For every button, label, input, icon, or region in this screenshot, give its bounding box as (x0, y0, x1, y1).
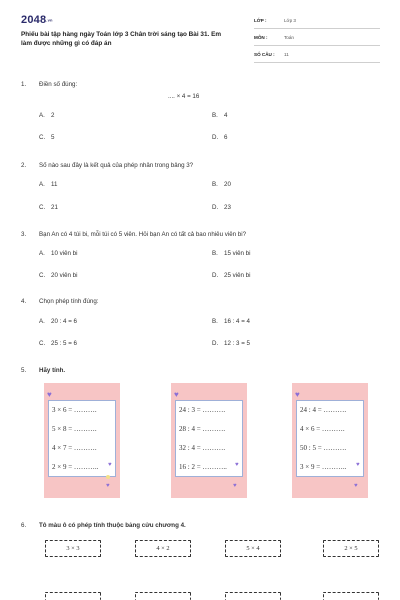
heart-icon: ♥ (354, 483, 358, 489)
card-line[interactable]: 3 × 9 = ……….. (300, 463, 347, 471)
question-number: 5. (21, 367, 27, 374)
option-letter: A. (39, 112, 45, 119)
card-line[interactable]: 4 × 6 = ………. (300, 425, 345, 433)
option-letter: C. (39, 340, 46, 347)
meta-key: LỚP : (254, 18, 267, 23)
heart-icon: ♥ (47, 390, 52, 399)
option-letter: B. (212, 250, 218, 257)
option-d[interactable] (212, 272, 251, 279)
card-line[interactable]: 4 × 7 = ………. (52, 444, 97, 452)
heart-icon: ♥ (235, 462, 239, 468)
worksheet-meta (254, 14, 380, 65)
card-line[interactable]: 24 : 3 = ………. (179, 406, 226, 414)
question-text: Điền số đúng: (39, 81, 78, 88)
option-text: 10 viên bi (51, 250, 78, 257)
option-letter: A. (39, 181, 45, 188)
option-text: 21 (51, 204, 58, 211)
card-line[interactable]: 16 : 2 = ……….. (179, 463, 227, 471)
heart-icon: ♥ (295, 390, 300, 399)
option-text: 20 : 4 = 6 (51, 318, 77, 325)
site-logo[interactable] (21, 14, 53, 26)
option-b[interactable] (212, 181, 231, 188)
option-b[interactable] (212, 250, 251, 257)
option-text: 6 (224, 134, 228, 141)
question-number: 1. (21, 81, 27, 88)
card-line[interactable]: 32 : 4 = ………. (179, 444, 226, 452)
question-number: 6. (21, 522, 27, 529)
option-letter: D. (212, 340, 219, 347)
color-box-partial[interactable] (135, 592, 191, 600)
card-inner (296, 400, 364, 477)
option-text: 23 (224, 204, 231, 211)
option-letter: C. (39, 134, 46, 141)
option-letter: A. (39, 318, 45, 325)
option-a[interactable] (39, 250, 78, 257)
color-box[interactable]: 4 × 2 (135, 540, 191, 557)
heart-icon: ♥ (233, 483, 237, 489)
option-text: 4 (224, 112, 228, 119)
card-inner (48, 400, 116, 477)
card-line[interactable]: 3 × 6 = ………. (52, 406, 97, 414)
option-c[interactable] (39, 340, 77, 347)
option-b[interactable] (212, 112, 227, 119)
exercise-card-2 (171, 383, 247, 498)
option-letter: C. (39, 204, 46, 211)
meta-row-count (254, 48, 380, 63)
question-text: Số nào sau đây là kết quả của phép nhân trong bảng 3? (39, 162, 194, 169)
card-line[interactable]: 24 : 4 = ………. (300, 406, 347, 414)
option-d[interactable] (212, 204, 231, 211)
option-text: 15 viên bi (224, 250, 251, 257)
card-inner (175, 400, 243, 477)
question-text: Bạn An có 4 túi bi, mỗi túi có 5 viên. Hỏi bạn An có tất cả bao nhiêu viên bi? (39, 231, 247, 238)
meta-key: SỐ CÂU : (254, 52, 275, 57)
option-text: 20 (224, 181, 231, 188)
meta-value: Toán (284, 35, 294, 40)
question-text: Tô màu ô có phép tính thuộc bảng cửu chương 4. (39, 522, 186, 529)
meta-value: Lớp 3 (284, 18, 296, 23)
option-letter: C. (39, 272, 46, 279)
option-text: 25 : 5 = 6 (51, 340, 77, 347)
option-text: 5 (51, 134, 55, 141)
worksheet-title: Phiếu bài tập hàng ngày Toán lớp 3 Chân trời sáng tạo Bài 31. Em làm được những gì có đáp án (21, 31, 222, 47)
meta-key: MÔN : (254, 35, 268, 40)
meta-row-subject (254, 31, 380, 46)
option-b[interactable] (212, 318, 250, 325)
option-letter: D. (212, 204, 219, 211)
option-text: 12 : 3 = 5 (224, 340, 250, 347)
option-letter: D. (212, 272, 219, 279)
option-letter: A. (39, 250, 45, 257)
option-text: 20 viên bi (51, 272, 78, 279)
question-1-expression: .... × 4 = 16 (168, 93, 200, 100)
option-c[interactable] (39, 204, 58, 211)
color-box[interactable]: 5 × 4 (225, 540, 281, 557)
option-letter: B. (212, 318, 218, 325)
question-text: Chọn phép tính đúng: (39, 298, 99, 305)
heart-icon: ♥ (108, 462, 112, 468)
option-text: 2 (51, 112, 55, 119)
option-letter: B. (212, 181, 218, 188)
option-letter: B. (212, 112, 218, 119)
logo-suffix: .vn (46, 17, 53, 23)
logo-text: 2048 (21, 14, 47, 26)
card-line[interactable]: 50 : 5 = ………. (300, 444, 347, 452)
dot-decoration (106, 475, 110, 479)
option-text: 16 : 4 = 4 (224, 318, 250, 325)
color-box[interactable]: 2 × 5 (323, 540, 379, 557)
question-text: Hãy tính. (39, 367, 66, 374)
option-text: 25 viên bi (224, 272, 251, 279)
option-c[interactable] (39, 272, 78, 279)
option-d[interactable] (212, 340, 250, 347)
color-box-partial[interactable] (45, 592, 101, 600)
exercise-card-1 (44, 383, 120, 498)
heart-icon: ♥ (106, 483, 110, 489)
option-a[interactable] (39, 318, 77, 325)
option-text: 11 (51, 181, 58, 188)
question-number: 2. (21, 162, 27, 169)
color-box-partial[interactable] (225, 592, 281, 600)
option-a[interactable] (39, 112, 54, 119)
option-letter: D. (212, 134, 219, 141)
card-line[interactable]: 2 × 9 = ……….. (52, 463, 99, 471)
meta-value: 11 (284, 52, 289, 57)
card-line[interactable]: 5 × 8 = ………. (52, 425, 97, 433)
color-box-partial[interactable] (323, 592, 379, 600)
question-number: 3. (21, 231, 27, 238)
worksheet-header (0, 0, 400, 62)
color-box[interactable]: 3 × 3 (45, 540, 101, 557)
option-a[interactable] (39, 181, 57, 188)
option-c[interactable] (39, 134, 54, 141)
card-line[interactable]: 28 : 4 = ………. (179, 425, 226, 433)
question-number: 4. (21, 298, 27, 305)
heart-icon: ♥ (174, 390, 179, 399)
exercise-card-3 (292, 383, 368, 498)
heart-icon: ♥ (356, 462, 360, 468)
option-d[interactable] (212, 134, 227, 141)
meta-row-class (254, 14, 380, 29)
